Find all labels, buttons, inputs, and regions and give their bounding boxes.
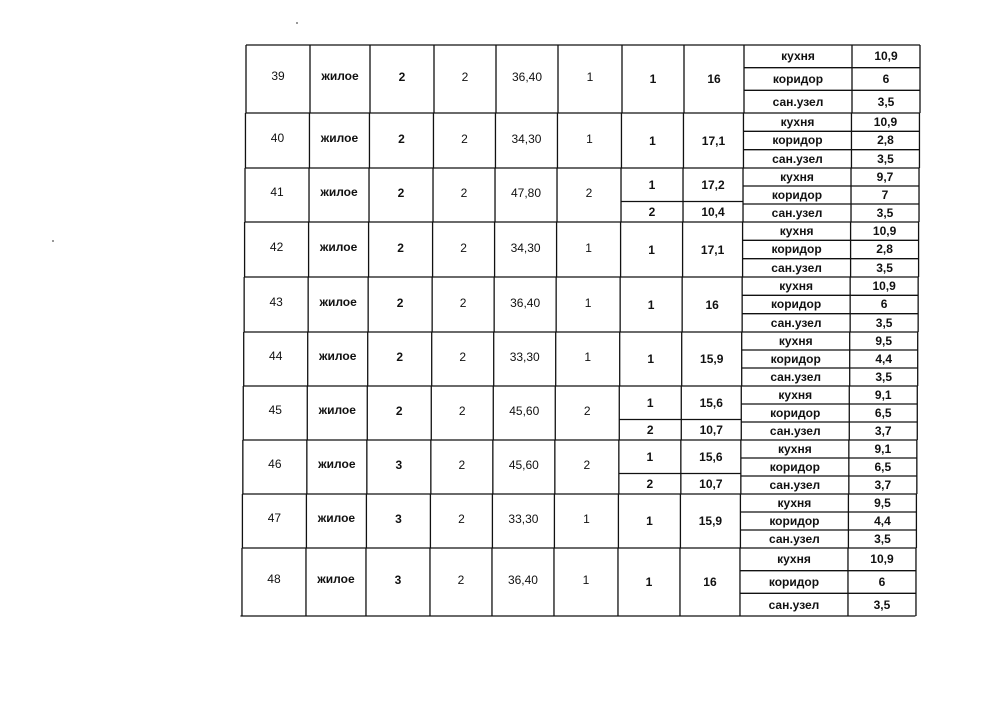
column-4-value: 2 [458, 404, 466, 418]
living-room-area: 17,1 [701, 133, 726, 148]
premises-type: жилое [318, 457, 356, 471]
aux-room-name: сан.узел [771, 260, 822, 275]
column-4-value: 2 [460, 186, 468, 200]
aux-room-area: 4,4 [874, 514, 891, 528]
aux-room-name: коридор [769, 514, 820, 528]
floor: 2 [396, 295, 404, 310]
premises-type: жилое [317, 572, 355, 586]
living-room-number: 2 [646, 476, 654, 491]
room-count: 1 [582, 573, 590, 587]
floor: 2 [397, 186, 405, 200]
premises-type: жилое [317, 511, 356, 525]
aux-room-name: кухня [778, 388, 813, 402]
apartment-number: 42 [269, 239, 284, 254]
aux-room-name: кухня [777, 552, 811, 567]
room-count: 1 [584, 350, 592, 364]
total-area: 34,30 [510, 240, 541, 255]
aux-room-name: сан.узел [769, 424, 821, 438]
total-area: 36,40 [511, 70, 543, 84]
living-room-area: 16 [707, 72, 721, 86]
scan-speck [52, 240, 54, 242]
aux-room-name: кухня [777, 442, 812, 456]
aux-room-area: 9,5 [874, 496, 891, 510]
aux-room-name: коридор [772, 71, 824, 86]
floor: 2 [397, 240, 404, 255]
apartment-number: 47 [267, 511, 282, 525]
apartment-number: 39 [271, 69, 285, 83]
living-room-number: 1 [648, 177, 656, 192]
premises-type: жилое [320, 130, 359, 145]
aux-room-area: 3,5 [876, 206, 894, 220]
aux-room-name: сан.узел [770, 315, 822, 330]
total-area: 36,40 [510, 295, 541, 310]
room-count: 1 [585, 240, 592, 255]
living-room-number: 1 [646, 514, 653, 528]
living-room-area: 17,1 [700, 242, 725, 257]
aux-room-area: 3,7 [874, 478, 892, 492]
column-4-value: 2 [460, 240, 467, 255]
living-room-area: 16 [705, 297, 719, 312]
aux-room-area: 3,5 [873, 597, 891, 612]
column-4-value: 2 [457, 573, 465, 587]
aux-room-name: сан.узел [772, 94, 824, 109]
room-count: 2 [585, 186, 593, 200]
column-4-value: 2 [459, 295, 467, 310]
room-count: 1 [586, 131, 593, 146]
premises-type: жилое [321, 69, 359, 83]
aux-room-name: коридор [771, 188, 823, 202]
living-room-area: 16 [703, 575, 717, 589]
premises-type: жилое [318, 403, 356, 417]
room-count: 1 [584, 295, 592, 310]
aux-room-name: сан.узел [770, 370, 822, 384]
aux-room-area: 10,9 [873, 115, 898, 130]
aux-room-name: сан.узел [771, 206, 823, 220]
column-4-value: 2 [461, 70, 469, 84]
aux-room-area: 4,4 [875, 352, 893, 366]
room-count: 1 [583, 512, 590, 526]
aux-room-area: 10,9 [870, 552, 894, 567]
living-room-area: 15,6 [699, 395, 723, 410]
living-room-number: 1 [647, 352, 655, 366]
aux-room-name: коридор [768, 574, 820, 589]
room-count: 2 [583, 458, 591, 472]
aux-room-area: 2,8 [877, 133, 894, 148]
aux-room-name: коридор [771, 242, 822, 257]
living-room-area: 17,2 [701, 177, 725, 192]
premises-type: жилое [320, 185, 358, 199]
premises-type: жилое [319, 239, 358, 254]
floor: 3 [394, 573, 402, 587]
aux-room-name: кухня [779, 224, 814, 239]
apartment-number: 41 [270, 185, 284, 199]
apartment-number: 48 [267, 572, 281, 586]
aux-room-area: 3,5 [874, 532, 891, 546]
floor: 3 [395, 512, 402, 526]
floor: 3 [395, 458, 403, 472]
total-area: 47,80 [511, 186, 542, 200]
living-room-number: 1 [648, 242, 655, 257]
living-room-number: 1 [649, 133, 656, 148]
column-4-value: 2 [458, 458, 466, 472]
floor: 2 [398, 70, 406, 84]
living-room-area: 15,9 [700, 352, 724, 366]
living-room-number: 1 [645, 575, 653, 589]
living-room-number: 1 [649, 72, 657, 86]
aux-room-area: 6 [878, 574, 886, 589]
aux-room-area: 9,1 [874, 442, 892, 456]
living-room-area: 15,9 [698, 514, 723, 528]
living-room-area: 10,7 [699, 422, 723, 437]
aux-room-name: кухня [778, 334, 813, 348]
premises-type: жилое [319, 294, 357, 309]
aux-room-area: 3,5 [877, 151, 894, 166]
column-4-value: 2 [458, 512, 465, 526]
aux-room-area: 6 [882, 71, 890, 86]
aux-room-area: 3,5 [877, 94, 895, 109]
scan-speck [296, 22, 298, 24]
living-room-area: 10,7 [699, 476, 723, 491]
living-room-number: 2 [646, 422, 654, 437]
aux-room-area: 3,5 [875, 370, 893, 384]
total-area: 34,30 [511, 131, 542, 146]
aux-room-name: коридор [770, 352, 821, 366]
aux-room-area: 10,9 [874, 49, 898, 64]
aux-room-name: кухня [777, 496, 812, 510]
floor: 2 [395, 404, 403, 418]
aux-room-name: сан.узел [769, 478, 821, 492]
premises-type: жилое [319, 349, 357, 363]
aux-room-name: кухня [779, 279, 814, 294]
room-count: 2 [583, 404, 591, 418]
apartment-number: 46 [268, 457, 282, 471]
aux-room-area: 6,5 [874, 406, 892, 420]
aux-room-area: 6,5 [874, 460, 892, 474]
apartment-number: 43 [269, 294, 283, 309]
column-4-value: 2 [461, 131, 468, 146]
aux-room-name: сан.узел [768, 597, 820, 612]
living-room-number: 1 [646, 395, 654, 410]
aux-room-area: 10,9 [872, 224, 897, 239]
apartment-number: 44 [269, 349, 283, 363]
floor: 2 [398, 131, 405, 146]
aux-room-area: 3,7 [874, 424, 892, 438]
aux-room-name: сан.узел [769, 532, 820, 546]
living-room-number: 1 [647, 297, 655, 312]
aux-room-area: 3,5 [875, 315, 893, 330]
apartment-number: 40 [270, 130, 285, 145]
aux-room-name: коридор [770, 406, 821, 420]
living-room-number: 1 [646, 449, 654, 464]
aux-room-area: 9,1 [874, 388, 892, 402]
aux-room-area: 9,5 [875, 334, 893, 348]
living-room-area: 10,4 [701, 204, 725, 219]
aux-room-area: 2,8 [876, 242, 893, 257]
aux-room-area: 9,7 [876, 170, 894, 184]
aux-room-area: 7 [881, 188, 889, 202]
aux-room-name: кухня [780, 115, 815, 130]
floor: 2 [396, 350, 404, 364]
total-area: 33,30 [508, 512, 539, 526]
total-area: 45,60 [508, 458, 539, 472]
aux-room-area: 10,9 [872, 279, 896, 294]
total-area: 45,60 [509, 404, 540, 418]
living-room-number: 2 [648, 204, 656, 219]
living-room-area: 15,6 [699, 449, 723, 464]
aux-room-name: коридор [769, 460, 820, 474]
aux-room-area: 6 [880, 297, 888, 312]
apartment-number: 45 [268, 403, 282, 417]
aux-room-area: 3,5 [876, 260, 893, 275]
room-count: 1 [586, 70, 594, 84]
aux-room-name: кухня [781, 49, 815, 64]
aux-room-name: коридор [771, 297, 822, 312]
total-area: 33,30 [509, 350, 540, 364]
aux-room-name: коридор [772, 133, 823, 148]
column-4-value: 2 [459, 350, 467, 364]
aux-room-name: сан.узел [772, 151, 823, 166]
total-area: 36,40 [507, 573, 538, 587]
aux-room-name: кухня [780, 170, 814, 184]
